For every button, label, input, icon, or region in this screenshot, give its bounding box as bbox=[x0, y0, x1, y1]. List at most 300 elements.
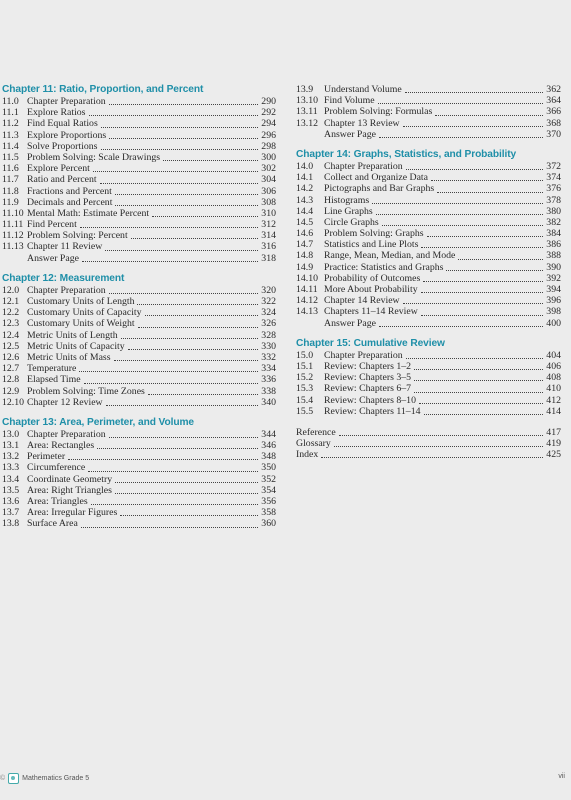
lesson-title: Answer Page bbox=[324, 128, 376, 140]
page-number-value: 358 bbox=[261, 507, 276, 519]
toc-entry bbox=[2, 130, 276, 141]
page-number-value: 392 bbox=[546, 272, 561, 284]
dot-leader bbox=[114, 360, 259, 361]
lesson-number: 11.0 bbox=[2, 96, 19, 107]
lesson-title: Explore Proportions bbox=[27, 129, 107, 141]
lesson-title: Chapter Preparation bbox=[27, 284, 106, 296]
toc-entry bbox=[2, 197, 276, 208]
page-number-value: 328 bbox=[261, 329, 276, 341]
lesson-number: 14.8 bbox=[296, 250, 314, 262]
lesson-number: 13.0 bbox=[2, 428, 20, 440]
lesson-number: 14.1 bbox=[296, 172, 314, 184]
lesson-number: 11.12 bbox=[2, 230, 24, 242]
lesson-number: 12.10 bbox=[2, 396, 25, 408]
dot-leader bbox=[424, 414, 544, 415]
lesson-title: Histograms bbox=[324, 194, 370, 206]
lesson-title: Understand Volume bbox=[324, 84, 402, 95]
lesson-title: Chapters 11–14 Review bbox=[324, 306, 418, 318]
lesson-number: 11.11 bbox=[2, 219, 24, 231]
lesson-title: Chapter Preparation bbox=[324, 160, 403, 172]
dot-leader bbox=[421, 247, 543, 248]
lesson-title: Decimals and Percent bbox=[27, 196, 113, 208]
lesson-title: More About Probability bbox=[324, 284, 418, 295]
dot-leader bbox=[321, 457, 543, 458]
dot-leader bbox=[105, 250, 258, 251]
page-number-value: 346 bbox=[261, 440, 276, 452]
toc-entry bbox=[2, 440, 276, 451]
toc-entry bbox=[2, 186, 276, 197]
dot-leader bbox=[458, 259, 543, 260]
lesson-number: 12.0 bbox=[2, 284, 20, 296]
lesson-number: 11.2 bbox=[2, 118, 19, 130]
toc-entry bbox=[2, 285, 276, 296]
dot-leader bbox=[101, 127, 259, 128]
chapter-block bbox=[2, 84, 276, 264]
toc-entry bbox=[2, 163, 276, 174]
lesson-title: Probability of Outcomes bbox=[324, 272, 421, 284]
lesson-title: Explore Ratios bbox=[27, 107, 86, 119]
page-number-value: 334 bbox=[261, 363, 276, 375]
toc-entry bbox=[2, 374, 276, 385]
toc-entry bbox=[296, 183, 561, 194]
page-number-value: 370 bbox=[546, 128, 561, 140]
footer-mark: © bbox=[0, 775, 6, 782]
lesson-title: Practice: Statistics and Graphs bbox=[324, 261, 444, 273]
lesson-number: 11.6 bbox=[2, 163, 19, 175]
chapter-block bbox=[296, 84, 561, 140]
toc-entry bbox=[296, 350, 561, 361]
page-number-value: 366 bbox=[546, 106, 561, 118]
lesson-title: Metric Units of Length bbox=[27, 329, 118, 341]
page-number-value: 406 bbox=[546, 360, 561, 372]
toc-entry bbox=[2, 429, 276, 440]
lesson-number: 13.10 bbox=[296, 95, 319, 107]
toc-entry bbox=[296, 284, 561, 295]
lesson-number: 12.3 bbox=[2, 318, 20, 330]
lesson-number: 12.4 bbox=[2, 329, 20, 341]
lesson-number: 12.1 bbox=[2, 296, 20, 307]
lesson-title: Chapter 11 Review bbox=[27, 241, 103, 253]
page-number-value: 332 bbox=[261, 351, 276, 363]
dot-leader bbox=[100, 183, 259, 184]
page-number-value: 388 bbox=[546, 250, 561, 262]
toc-entry bbox=[2, 174, 276, 185]
lesson-title: Pictographs and Bar Graphs bbox=[324, 183, 435, 195]
toc-entry bbox=[2, 507, 276, 518]
lesson-number: 15.4 bbox=[296, 394, 314, 406]
page-number-value: 312 bbox=[261, 219, 276, 231]
toc-entry bbox=[2, 451, 276, 462]
lesson-number: 14.5 bbox=[296, 216, 314, 228]
lesson-number: 13.12 bbox=[296, 117, 319, 129]
dot-leader bbox=[431, 180, 543, 181]
lesson-title: Circle Graphs bbox=[324, 216, 379, 228]
toc-entry bbox=[296, 228, 561, 239]
lesson-title: Review: Chapters 8–10 bbox=[324, 394, 416, 406]
lesson-title: Find Percent bbox=[27, 219, 77, 231]
dot-leader bbox=[379, 326, 543, 327]
page-number-value: 364 bbox=[546, 95, 561, 107]
toc-entry bbox=[2, 230, 276, 241]
toc-entry bbox=[296, 106, 561, 117]
dot-leader bbox=[84, 383, 259, 384]
page-number-value: 306 bbox=[261, 185, 276, 197]
dot-leader bbox=[97, 448, 258, 449]
lesson-number: 12.8 bbox=[2, 374, 20, 386]
lesson-number: 11.8 bbox=[2, 185, 19, 197]
toc-entry bbox=[296, 217, 561, 228]
toc-entry bbox=[296, 195, 561, 206]
toc-entry bbox=[296, 318, 561, 329]
toc-entry bbox=[2, 241, 276, 252]
lesson-number: 13.5 bbox=[2, 484, 20, 496]
lesson-number: 11.7 bbox=[2, 174, 19, 186]
lesson-title: Mental Math: Estimate Percent bbox=[27, 207, 150, 219]
lesson-title: Find Equal Ratios bbox=[27, 118, 98, 130]
lesson-title: Review: Chapters 3–5 bbox=[324, 372, 412, 384]
dot-leader bbox=[121, 338, 259, 339]
lesson-title: Statistics and Line Plots bbox=[324, 239, 419, 251]
chapter-block bbox=[296, 149, 561, 329]
lesson-title: Problem Solving: Time Zones bbox=[27, 385, 145, 397]
toc-left-column bbox=[2, 84, 276, 539]
lesson-title: Chapter Preparation bbox=[27, 428, 106, 440]
lesson-title: Chapter 12 Review bbox=[27, 396, 103, 408]
dot-leader bbox=[423, 281, 543, 282]
dot-leader bbox=[101, 149, 259, 150]
dot-leader bbox=[128, 349, 259, 350]
toc-entry bbox=[2, 307, 276, 318]
toc-entry bbox=[2, 386, 276, 397]
lesson-number: 13.2 bbox=[2, 451, 20, 463]
page-number-value: 360 bbox=[261, 518, 276, 530]
toc-entry bbox=[2, 462, 276, 473]
lesson-title: Surface Area bbox=[27, 518, 78, 530]
lesson-title: Range, Mean, Median, and Mode bbox=[324, 250, 456, 262]
lesson-number: 11.4 bbox=[2, 140, 19, 152]
page-number-value: 298 bbox=[261, 140, 276, 152]
lesson-number: 14.3 bbox=[296, 194, 314, 206]
chapter-heading: Chapter 11: Ratio, Proportion, and Percent bbox=[2, 84, 204, 95]
toc-entry bbox=[296, 406, 561, 417]
lesson-title: Problem Solving: Percent bbox=[27, 230, 128, 242]
reference-entry bbox=[296, 427, 561, 438]
lesson-number: 13.9 bbox=[296, 84, 314, 95]
lesson-number: 14.12 bbox=[296, 295, 319, 307]
dot-leader bbox=[115, 194, 258, 195]
toc-entry bbox=[296, 239, 561, 250]
toc-entry bbox=[296, 361, 561, 372]
toc-entry bbox=[2, 141, 276, 152]
lesson-title: Metric Units of Capacity bbox=[27, 340, 125, 352]
page-number: vii bbox=[558, 773, 565, 780]
lesson-number: 13.3 bbox=[2, 462, 20, 474]
page-number-value: 378 bbox=[546, 194, 561, 206]
lesson-title: Ratio and Percent bbox=[27, 174, 97, 186]
chapter-heading: Chapter 13: Area, Perimeter, and Volume bbox=[2, 416, 194, 428]
lesson-title: Find Volume bbox=[324, 95, 375, 107]
dot-leader bbox=[421, 315, 544, 316]
lesson-number: 15.5 bbox=[296, 405, 314, 417]
page-number-value: 410 bbox=[546, 383, 561, 395]
dot-leader bbox=[339, 435, 544, 436]
lesson-title: Metric Units of Mass bbox=[27, 351, 111, 363]
page-number-value: 344 bbox=[261, 428, 276, 440]
lesson-title: Area: Right Triangles bbox=[27, 484, 112, 496]
page-number-value: 425 bbox=[546, 449, 561, 461]
lesson-title: Perimeter bbox=[27, 451, 66, 463]
lesson-title: Customary Units of Length bbox=[27, 296, 135, 307]
toc-entry bbox=[2, 485, 276, 496]
publisher-logo-icon bbox=[8, 773, 19, 784]
dot-leader bbox=[419, 403, 543, 404]
toc-entry bbox=[2, 253, 276, 264]
dot-leader bbox=[115, 493, 258, 494]
toc-entry bbox=[296, 206, 561, 217]
lesson-title: Glossary bbox=[296, 438, 331, 450]
dot-leader bbox=[376, 214, 544, 215]
page-number-value: 336 bbox=[261, 374, 276, 386]
lesson-number: 13.8 bbox=[2, 518, 20, 530]
lesson-number: 11.1 bbox=[2, 107, 19, 119]
lesson-title: Review: Chapters 6–7 bbox=[324, 383, 412, 395]
lesson-title: Coordinate Geometry bbox=[27, 473, 113, 485]
page-number-value: 350 bbox=[261, 462, 276, 474]
toc-entry bbox=[296, 84, 561, 95]
toc-entry bbox=[2, 96, 276, 107]
page-number-value: 324 bbox=[261, 307, 276, 319]
toc-entry bbox=[2, 496, 276, 507]
lesson-title: Problem Solving: Scale Drawings bbox=[27, 151, 161, 163]
toc-entry bbox=[2, 296, 276, 307]
dot-leader bbox=[427, 236, 544, 237]
toc-entry bbox=[2, 118, 276, 129]
lesson-number: 12.6 bbox=[2, 351, 20, 363]
page-number-value: 300 bbox=[261, 151, 276, 163]
dot-leader bbox=[109, 437, 259, 438]
dot-leader bbox=[372, 203, 543, 204]
page-number-value: 356 bbox=[261, 496, 276, 507]
page-number-value: 390 bbox=[546, 261, 561, 273]
dot-leader bbox=[446, 270, 543, 271]
dot-leader bbox=[145, 315, 259, 316]
toc-entry bbox=[2, 363, 276, 374]
page-number-value: 400 bbox=[546, 317, 561, 329]
toc-entry bbox=[2, 318, 276, 329]
page-number-value: 417 bbox=[546, 426, 561, 438]
lesson-title: Collect and Organize Data bbox=[324, 172, 429, 184]
lesson-number: 14.13 bbox=[296, 306, 319, 318]
page-number-value: 318 bbox=[261, 252, 276, 264]
dot-leader bbox=[115, 482, 258, 483]
reference-entry bbox=[296, 449, 561, 460]
dot-leader bbox=[382, 225, 544, 226]
lesson-title: Answer Page bbox=[27, 252, 79, 264]
dot-leader bbox=[106, 405, 259, 406]
page-number-value: 352 bbox=[261, 473, 276, 485]
dot-leader bbox=[81, 527, 258, 528]
toc-entry bbox=[2, 341, 276, 352]
page-number-value: 408 bbox=[546, 372, 561, 384]
dot-leader bbox=[437, 192, 543, 193]
dot-leader bbox=[414, 392, 543, 393]
toc-entry bbox=[2, 208, 276, 219]
lesson-number: 13.11 bbox=[296, 106, 318, 118]
toc-entry bbox=[296, 95, 561, 106]
page-number-value: 398 bbox=[546, 306, 561, 318]
dot-leader bbox=[68, 459, 258, 460]
dot-leader bbox=[93, 171, 258, 172]
page-number-value: 380 bbox=[546, 205, 561, 217]
lesson-number: 13.6 bbox=[2, 496, 20, 507]
dot-leader bbox=[406, 358, 544, 359]
page-number-value: 320 bbox=[261, 284, 276, 296]
dot-leader bbox=[79, 371, 258, 372]
dot-leader bbox=[148, 394, 258, 395]
toc-entry bbox=[296, 395, 561, 406]
chapter-block bbox=[2, 417, 276, 530]
toc-entry bbox=[2, 330, 276, 341]
dot-leader bbox=[405, 92, 544, 93]
lesson-title: Chapter Preparation bbox=[27, 96, 106, 107]
lesson-title: Temperature bbox=[27, 363, 77, 375]
lesson-title: Chapter Preparation bbox=[324, 349, 403, 361]
lesson-title: Problem Solving: Graphs bbox=[324, 228, 424, 240]
lesson-title: Explore Percent bbox=[27, 163, 90, 175]
page-number-value: 304 bbox=[261, 174, 276, 186]
lesson-title: Answer Page bbox=[324, 317, 376, 329]
lesson-number: 11.13 bbox=[2, 241, 24, 253]
page-number-value: 412 bbox=[546, 394, 561, 406]
lesson-number: 12.7 bbox=[2, 363, 20, 375]
chapter-heading: Chapter 15: Cumulative Review bbox=[296, 337, 445, 349]
lesson-title: Problem Solving: Formulas bbox=[324, 106, 433, 118]
lesson-number: 11.10 bbox=[2, 207, 24, 219]
dot-leader bbox=[109, 293, 259, 294]
lesson-number: 14.6 bbox=[296, 228, 314, 240]
toc-entry bbox=[296, 295, 561, 306]
lesson-title: Area: Rectangles bbox=[27, 440, 95, 452]
toc-entry bbox=[296, 250, 561, 261]
lesson-title: Chapter 13 Review bbox=[324, 117, 400, 129]
lesson-title: Chapter 14 Review bbox=[324, 295, 400, 307]
toc-entry bbox=[2, 474, 276, 485]
dot-leader bbox=[88, 471, 258, 472]
page-number-value: 348 bbox=[261, 451, 276, 463]
page-number-value: 386 bbox=[546, 239, 561, 251]
dot-leader bbox=[421, 292, 544, 293]
page-number-value: 314 bbox=[261, 230, 276, 242]
toc-right-column bbox=[296, 84, 561, 460]
dot-leader bbox=[89, 115, 259, 116]
dot-leader bbox=[137, 304, 258, 305]
page-number-value: 292 bbox=[261, 107, 276, 119]
lesson-number: 15.3 bbox=[296, 383, 314, 395]
toc-entry bbox=[296, 262, 561, 273]
dot-leader bbox=[334, 446, 543, 447]
toc-entry bbox=[296, 161, 561, 172]
lesson-title: Index bbox=[296, 449, 319, 461]
page-number-value: 330 bbox=[261, 340, 276, 352]
dot-leader bbox=[80, 227, 259, 228]
page-number-value: 354 bbox=[261, 484, 276, 496]
lesson-number: 15.2 bbox=[296, 372, 314, 384]
toc-entry bbox=[296, 118, 561, 129]
lesson-number: 13.4 bbox=[2, 473, 20, 485]
toc-entry bbox=[2, 219, 276, 230]
page-number-value: 376 bbox=[546, 183, 561, 195]
page-number-value: 338 bbox=[261, 385, 276, 397]
page-number-value: 310 bbox=[261, 207, 276, 219]
lesson-title: Line Graphs bbox=[324, 205, 373, 217]
dot-leader bbox=[138, 327, 259, 328]
toc-entry bbox=[296, 306, 561, 317]
lesson-number: 11.3 bbox=[2, 129, 19, 141]
lesson-number: 14.11 bbox=[296, 284, 318, 295]
toc-entry bbox=[2, 107, 276, 118]
lesson-title: Circumference bbox=[27, 462, 86, 474]
dot-leader bbox=[115, 205, 258, 206]
dot-leader bbox=[406, 169, 544, 170]
lesson-number: 12.5 bbox=[2, 340, 20, 352]
toc-entry bbox=[296, 383, 561, 394]
dot-leader bbox=[378, 103, 544, 104]
dot-leader bbox=[403, 303, 544, 304]
lesson-number: 14.9 bbox=[296, 261, 314, 273]
lesson-number: 13.7 bbox=[2, 507, 20, 519]
toc-entry bbox=[296, 129, 561, 140]
lesson-number: 14.4 bbox=[296, 205, 314, 217]
dot-leader bbox=[435, 115, 543, 116]
page-number-value: 340 bbox=[261, 396, 276, 408]
lesson-number: 11.9 bbox=[2, 196, 19, 208]
lesson-title: Review: Chapters 11–14 bbox=[324, 405, 421, 417]
dot-leader bbox=[163, 160, 258, 161]
lesson-title: Area: Irregular Figures bbox=[27, 507, 118, 519]
dot-leader bbox=[414, 369, 543, 370]
chapter-block bbox=[296, 338, 561, 417]
dot-leader bbox=[120, 515, 258, 516]
page-number-value: 368 bbox=[546, 117, 561, 129]
page-number-value: 308 bbox=[261, 196, 276, 208]
lesson-number: 14.2 bbox=[296, 183, 314, 195]
lesson-number: 14.10 bbox=[296, 272, 319, 284]
page-number-value: 404 bbox=[546, 349, 561, 361]
lesson-title: Elapsed Time bbox=[27, 374, 81, 386]
chapter-heading: Chapter 14: Graphs, Statistics, and Probability bbox=[296, 148, 517, 160]
page-number-value: 396 bbox=[546, 295, 561, 307]
toc-entry bbox=[2, 397, 276, 408]
page-number-value: 384 bbox=[546, 228, 561, 240]
lesson-number: 13.1 bbox=[2, 440, 20, 452]
toc-entry bbox=[296, 372, 561, 383]
lesson-title: Fractions and Percent bbox=[27, 185, 112, 197]
dot-leader bbox=[109, 104, 259, 105]
page-number-value: 382 bbox=[546, 216, 561, 228]
dot-leader bbox=[379, 137, 543, 138]
dot-leader bbox=[82, 261, 258, 262]
page-number-value: 294 bbox=[261, 118, 276, 130]
toc-entry bbox=[2, 152, 276, 163]
toc-entry bbox=[2, 518, 276, 529]
page-number-value: 419 bbox=[546, 438, 561, 450]
toc-entry bbox=[296, 273, 561, 284]
dot-leader bbox=[109, 138, 258, 139]
dot-leader bbox=[152, 216, 258, 217]
lesson-title: Reference bbox=[296, 426, 336, 438]
lesson-number: 14.7 bbox=[296, 239, 314, 251]
page-number-value: 290 bbox=[261, 96, 276, 107]
